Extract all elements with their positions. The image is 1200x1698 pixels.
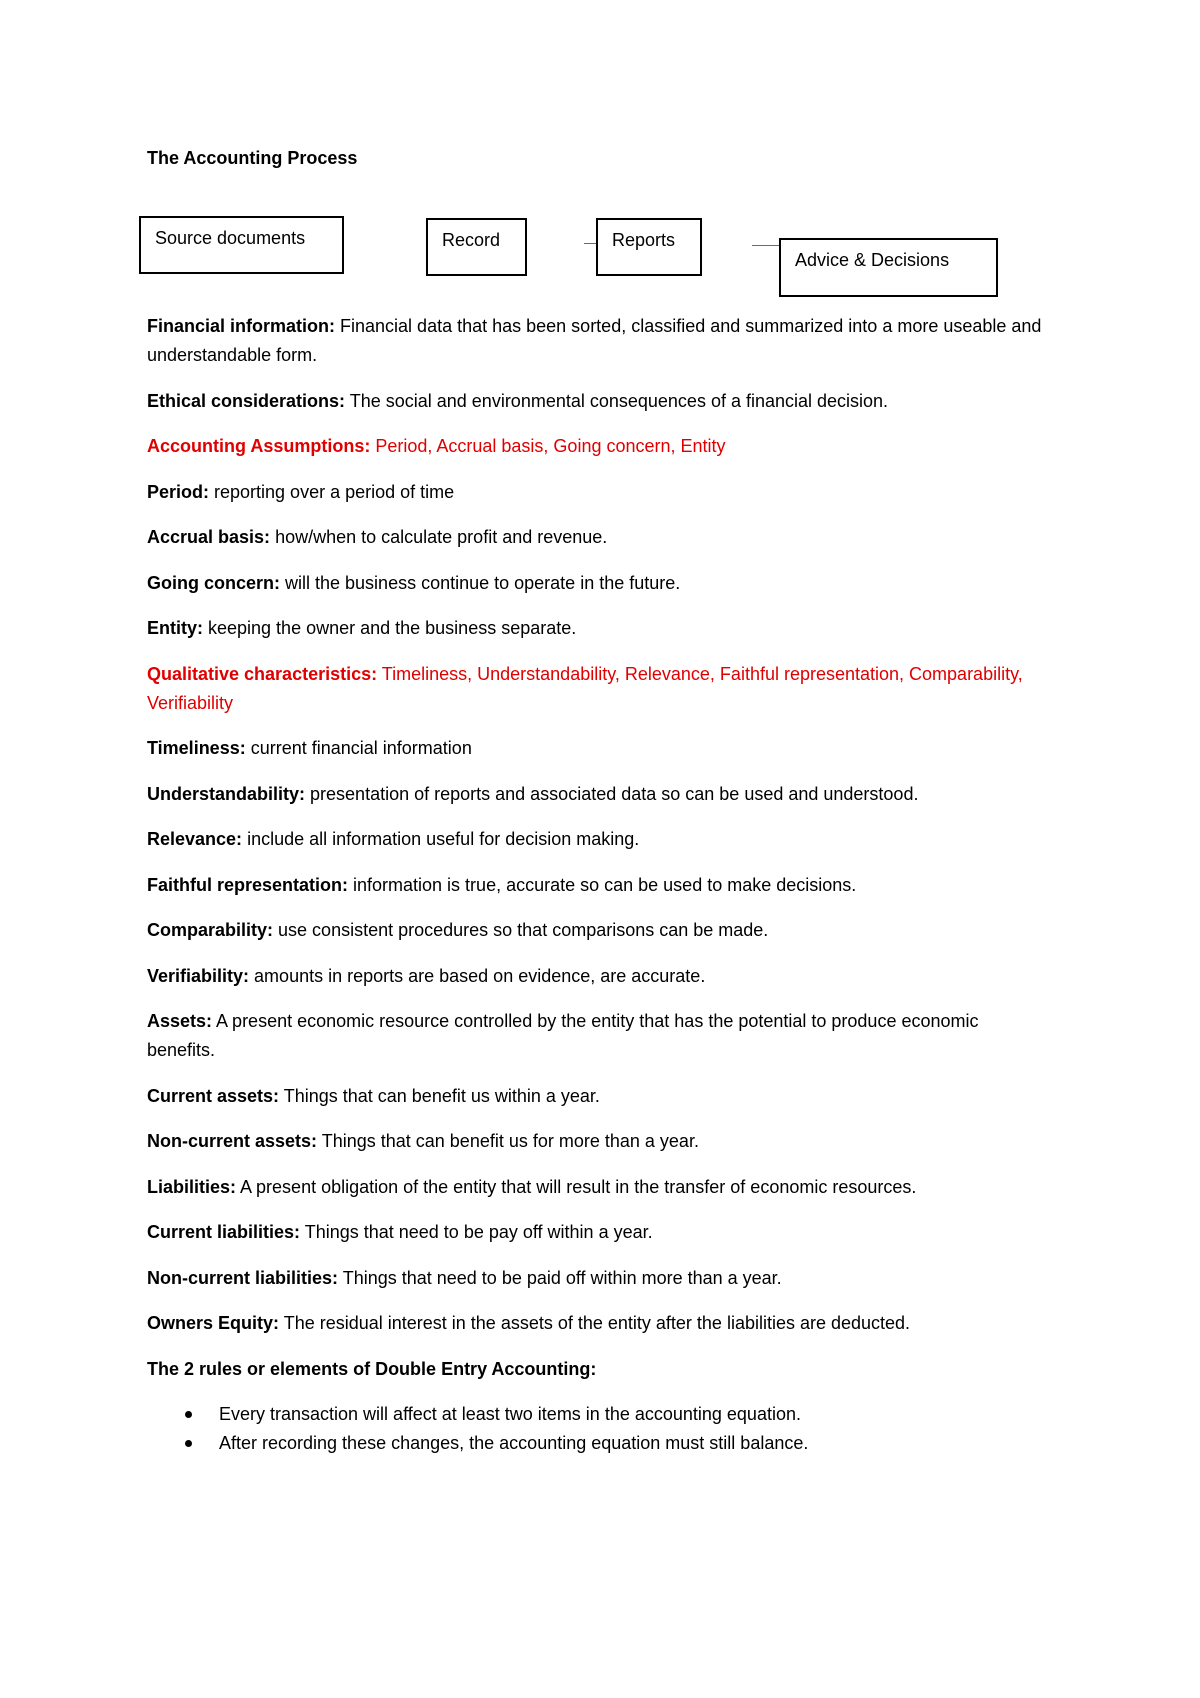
definition-term: Understandability: [147,783,306,804]
flow-box-source-documents [139,216,344,274]
rules-heading: The 2 rules or elements of Double Entry Accounting: [147,1358,597,1379]
definition [147,1007,1047,1065]
definition [147,523,1047,552]
definition-term: Timeliness: [147,738,246,758]
definition-text: keeping the owner and the business separate. [203,618,577,638]
definition [147,478,1047,507]
definition-text: A present obligation of the entity that will result in the transfer of economic resources. [236,1176,917,1197]
flow-connector [752,245,780,246]
definition-text: Period, Accrual basis, Going concern, Entity [370,436,726,456]
definition-term: Accrual basis: [147,527,271,547]
definition-term: Faithful representation: [147,874,349,895]
definition [147,614,1047,643]
definition [147,569,1047,598]
definition [147,825,1047,854]
flow-box-label: Advice & Decisions [795,250,950,270]
definition [147,312,1047,370]
flow-box-label: Source documents [155,228,306,248]
definition-term: Current assets: [147,1085,280,1106]
bullet-icon [185,1411,192,1418]
definition-text: how/when to calculate profit and revenue. [270,527,608,547]
definition-term: Relevance: [147,829,243,849]
definition-highlight [147,660,1047,718]
definition-text: The social and environmental consequences of a financial decision. [345,390,889,411]
list-item [147,1429,1047,1458]
rule-text: After recording these changes, the accounting equation must still balance. [219,1433,809,1453]
definition-term: Entity: [147,618,203,638]
definition-text: A present economic resource controlled by the entity that has the potential to produce economic benefits. [147,1011,979,1060]
definition-highlight [147,432,1047,461]
definition [147,1173,1047,1202]
definition-text: use consistent procedures so that comparisons can be made. [273,920,769,940]
definition-term: Owners Equity: [147,1313,280,1333]
definition-term: Non-current assets: [147,1131,318,1151]
definition [147,962,1047,991]
definition-text: Things that can benefit us for more than a year. [317,1131,699,1151]
definition-text: Things that can benefit us within a year. [279,1085,600,1106]
bullet-icon [185,1440,192,1447]
definition [147,1264,1047,1293]
definition-text: include all information useful for decision making. [242,829,640,849]
flow-box-label: Record [442,230,501,250]
definition [147,871,1047,900]
rules-list [147,1400,1047,1458]
flow-box-record [426,218,527,276]
definition [147,387,1047,416]
flow-box-label: Reports [612,230,676,250]
definition [147,1127,1047,1156]
flow-box-reports [596,218,702,276]
definition [147,1218,1047,1247]
rule-text: Every transaction will affect at least two items in the accounting equation. [219,1404,801,1424]
definition-text: will the business continue to operate in the future. [280,572,681,593]
list-item [147,1400,1047,1429]
definition [147,1309,1047,1338]
flow-box-advice-decisions [779,238,998,297]
page-title: The Accounting Process [147,148,358,168]
definition-term: Verifiability: [147,965,250,986]
definition-text: amounts in reports are based on evidence, are accurate. [249,965,706,986]
definition [147,734,1047,763]
definition [147,1082,1047,1111]
definition-text: reporting over a period of time [209,481,455,502]
definition-text: Financial data that has been sorted, classified and summarized into a more useable and understandable form. [147,316,1042,365]
definition [147,916,1047,945]
definition-term: Going concern: [147,572,281,593]
definition-term: Ethical considerations: [147,390,346,411]
definition-term: Assets: [147,1011,213,1031]
definition-text: presentation of reports and associated data so can be used and understood. [305,783,919,804]
definition [147,780,1047,809]
definition-term: Accounting Assumptions: [147,436,371,456]
definition-text: information is true, accurate so can be used to make decisions. [348,874,857,895]
definition-text: Things that need to be paid off within more than a year. [338,1267,782,1288]
definition-text: Timeliness, Understandability, Relevance, Faithful representation, Comparability, Verifiability [147,663,1023,713]
definitions-section [147,312,1047,1458]
definition-term: Current liabilities: [147,1222,301,1242]
definition-term: Non-current liabilities: [147,1267,339,1288]
definition-text: current financial information [245,738,472,758]
definition-term: Qualitative characteristics: [147,663,378,684]
definition-text: The residual interest in the assets of the entity after the liabilities are deducted. [279,1313,911,1333]
definition-term: Comparability: [147,920,274,940]
definition-term: Financial information: [147,316,336,336]
definition-term: Period: [147,481,210,502]
definition-text: Things that need to be pay off within a year. [300,1222,653,1242]
definition-term: Liabilities: [147,1176,237,1197]
